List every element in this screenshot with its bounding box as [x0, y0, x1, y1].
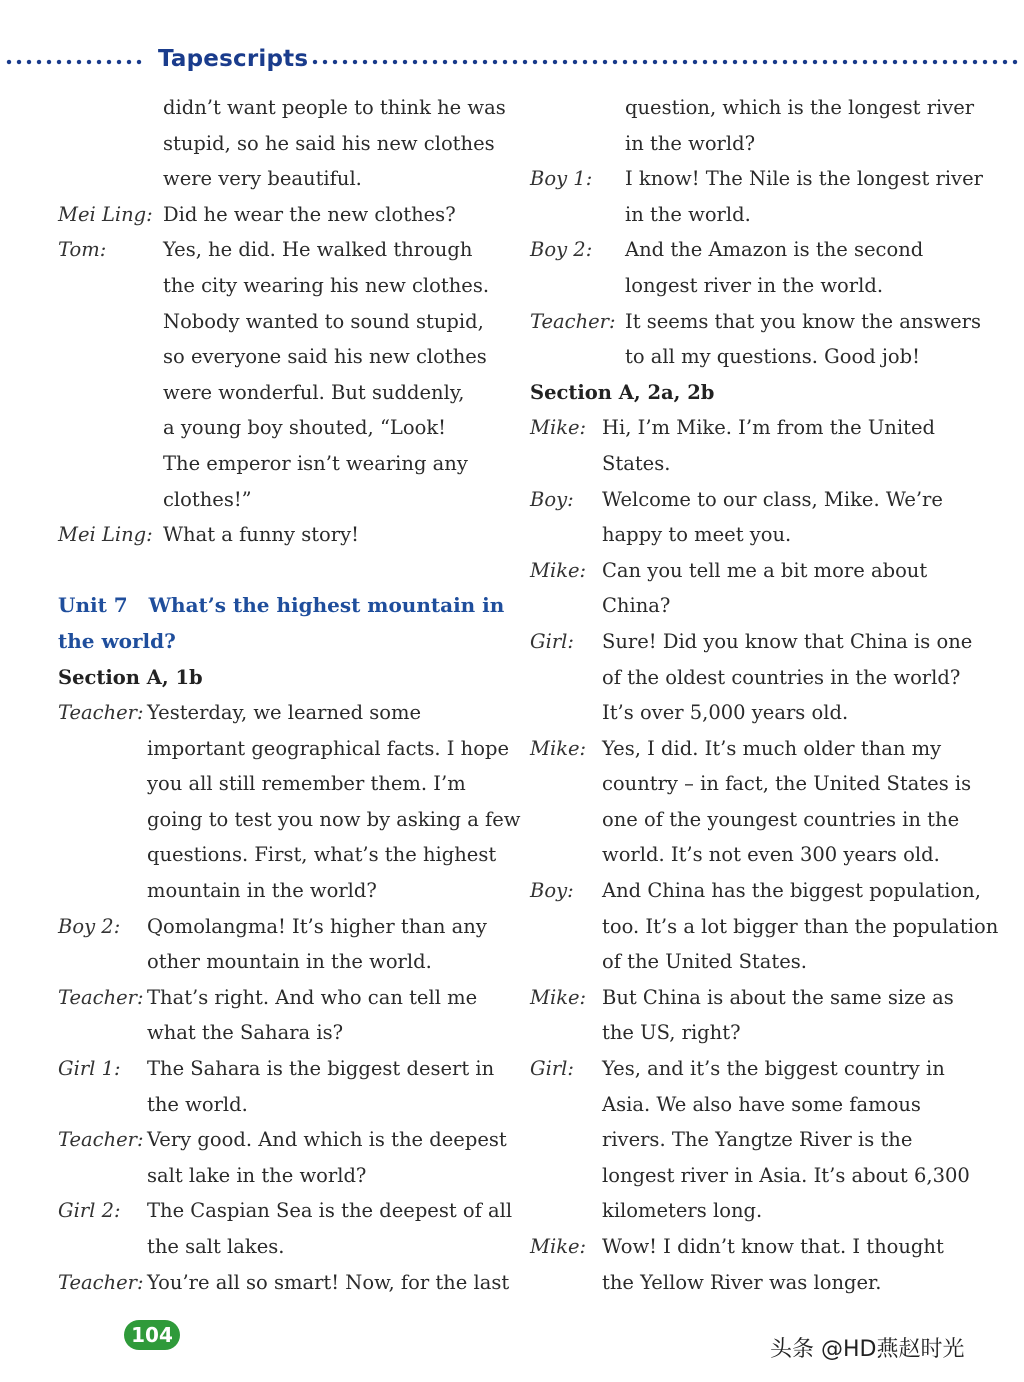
watermark: 头条 @HD燕赵时光: [770, 1337, 965, 1362]
text-line: so everyone said his new clothes: [163, 345, 487, 369]
text-line: one of the youngest countries in the: [602, 807, 960, 831]
dialogue-turn: [58, 197, 498, 233]
dialogue-turn: [530, 980, 970, 1051]
text-line: of the United States.: [602, 950, 807, 974]
text-line: And the Amazon is the second: [625, 238, 924, 262]
text-line: country – in fact, the United States is: [602, 772, 972, 796]
speaker-label: Boy 1:: [530, 167, 593, 191]
text-line: The emperor isn’t wearing any: [163, 451, 468, 475]
text-line: a young boy shouted, “Look!: [163, 416, 446, 440]
text-line: Yes, I did. It’s much older than my: [602, 736, 942, 760]
text-line: Yesterday, we learned some: [147, 701, 422, 725]
text-line: the world.: [147, 1092, 248, 1116]
speaker-label: Mike:: [530, 736, 587, 760]
speaker-label: Girl 2:: [58, 1199, 121, 1223]
speaker-label: Girl:: [530, 1057, 574, 1081]
text-line: rivers. The Yangtze River is the: [602, 1128, 913, 1152]
speaker-label: Boy:: [530, 879, 574, 903]
dialogue-turn: [530, 482, 970, 553]
text-line: the US, right?: [602, 1021, 741, 1045]
text-line: the city wearing his new clothes.: [163, 273, 490, 297]
text-line: Can you tell me a bit more about: [602, 558, 928, 582]
text-line: States.: [602, 451, 671, 475]
section-heading: Section A, 2a, 2b: [530, 380, 715, 404]
text-line: Sure! Did you know that China is one: [602, 629, 973, 653]
text-line: you all still remember them. I’m: [147, 772, 466, 796]
utterance: [625, 161, 983, 232]
header-dots-right: [310, 59, 1022, 65]
text-line: stupid, so he said his new clothes: [163, 131, 495, 155]
text-line: questions. First, what’s the highest: [147, 843, 497, 867]
text-line: were wonderful. But suddenly,: [163, 380, 465, 404]
utterance: [602, 482, 970, 553]
text-line: But China is about the same size as: [602, 985, 954, 1009]
page-header: [0, 44, 1024, 80]
dialogue-turn: [58, 909, 498, 980]
text-line: longest river in Asia. It’s about 6,300: [602, 1163, 970, 1187]
utterance: [147, 980, 498, 1051]
text-line: Yes, and it’s the biggest country in: [602, 1057, 945, 1081]
dialogue-turn: [530, 410, 970, 481]
left-column: [58, 90, 521, 1300]
dialogue-turn: [530, 553, 970, 624]
unit-title: What’s the highest mountain in: [148, 593, 505, 618]
dialogue-turn: [530, 304, 981, 375]
text-line: in the world?: [625, 131, 756, 155]
dialogue-turn: [530, 1229, 970, 1300]
text-line: Welcome to our class, Mike. We’re: [602, 487, 943, 511]
text-line: Very good. And which is the deepest: [147, 1128, 507, 1152]
utterance: [163, 232, 498, 517]
text-line: didn’t want people to think he was: [163, 96, 506, 119]
text-line: to all my questions. Good job!: [625, 345, 920, 369]
utterance: [147, 1193, 512, 1264]
text-line: the salt lakes.: [147, 1235, 285, 1258]
text-line: world. It’s not even 300 years old.: [602, 843, 940, 867]
text-line: question, which is the longest river: [625, 96, 975, 119]
utterance: [602, 624, 972, 731]
right-column: [530, 90, 999, 1300]
text-line: The Caspian Sea is the deepest of all: [147, 1199, 513, 1223]
utterance: [602, 731, 971, 873]
text-line: Did he wear the new clothes?: [163, 202, 456, 226]
speaker-label: Boy 2:: [530, 238, 593, 262]
speaker-label: Mike:: [530, 985, 587, 1009]
text-line: the Yellow River was longer.: [602, 1270, 882, 1294]
utterance: [602, 873, 998, 980]
speaker-label: Teacher:: [58, 1270, 144, 1294]
text-line: You’re all so smart! Now, for the last: [147, 1270, 510, 1294]
unit-heading: [58, 588, 505, 624]
utterance: [625, 232, 970, 303]
text-line: longest river in the world.: [625, 273, 884, 297]
text-line: clothes!”: [163, 487, 252, 511]
speaker-label: Girl:: [530, 629, 574, 653]
utterance: [147, 1051, 498, 1122]
utterance: [625, 304, 981, 375]
speaker-label: Teacher:: [58, 701, 144, 725]
header-dots-left: [4, 59, 144, 65]
dialogue-turn: [530, 873, 999, 980]
dialogue-turn: [530, 161, 983, 232]
utterance: [147, 1265, 509, 1301]
speaker-label: Girl 1:: [58, 1057, 121, 1081]
utterance: [147, 909, 498, 980]
text-line: important geographical facts. I hope: [147, 736, 510, 760]
speaker-label: Teacher:: [58, 1128, 144, 1152]
dialogue-turn: [530, 1051, 970, 1229]
text-line: It’s over 5,000 years old.: [602, 701, 849, 725]
speaker-label: Tom:: [58, 238, 107, 262]
speaker-label: Mei Ling:: [58, 202, 153, 226]
text-line: Asia. We also have some famous: [602, 1092, 921, 1116]
text-line: China?: [602, 594, 671, 618]
text-line: salt lake in the world?: [147, 1163, 367, 1187]
speaker-label: Mike:: [530, 416, 587, 440]
header-title: Tapescripts: [158, 46, 309, 72]
dialogue-turn: [58, 1193, 513, 1264]
right-continuation: [530, 90, 975, 161]
dialogue-turn: [58, 980, 498, 1051]
text-line: Hi, I’m Mike. I’m from the United: [602, 416, 935, 440]
text-line: going to test you now by asking a few: [147, 807, 521, 831]
text-line: of the oldest countries in the world?: [602, 665, 961, 689]
dialogue-turn: [530, 232, 970, 303]
text-line: other mountain in the world.: [147, 950, 432, 974]
unit-title-continued: the world?: [58, 628, 176, 653]
utterance: [602, 1229, 970, 1300]
section-heading: Section A, 1b: [58, 665, 203, 689]
utterance: [163, 517, 498, 553]
dialogue-turn: [58, 517, 498, 553]
text-line: were very beautiful.: [163, 167, 362, 191]
text-line: in the world.: [625, 202, 751, 226]
text-line: The Sahara is the biggest desert in: [147, 1057, 495, 1081]
dialogue-turn: [530, 731, 970, 873]
text-line: It seems that you know the answers: [625, 309, 981, 333]
dialogue-turn: [58, 1265, 510, 1301]
utterance: [147, 1122, 507, 1193]
speaker-label: Teacher:: [530, 309, 616, 333]
unit-number: Unit 7: [58, 593, 128, 618]
text-line: That’s right. And who can tell me: [147, 985, 478, 1009]
utterance: [602, 980, 970, 1051]
utterance: [602, 1051, 970, 1229]
speaker-label: Boy:: [530, 487, 574, 511]
utterance: [163, 197, 498, 233]
dialogue-turn: [58, 1051, 498, 1122]
utterance: [147, 695, 521, 909]
text-line: kilometers long.: [602, 1199, 763, 1223]
text-line: happy to meet you.: [602, 523, 792, 547]
dialogue-turn: [58, 232, 498, 517]
dialogue-turn: [530, 624, 973, 731]
left-continuation: [58, 90, 506, 197]
speaker-label: Teacher:: [58, 985, 144, 1009]
text-line: too. It’s a lot bigger than the population: [602, 914, 999, 938]
text-line: mountain in the world?: [147, 879, 377, 903]
text-line: What a funny story!: [163, 523, 359, 547]
text-line: Yes, he did. He walked through: [163, 238, 473, 262]
speaker-label: Mike:: [530, 558, 587, 582]
text-line: what the Sahara is?: [147, 1021, 344, 1045]
text-line: I know! The Nile is the longest river: [625, 167, 983, 191]
utterance: [602, 410, 970, 481]
utterance: [602, 553, 970, 624]
page-number-badge: 104: [124, 1320, 180, 1350]
speaker-label: Mei Ling:: [58, 523, 153, 547]
dialogue-turn: [58, 695, 521, 909]
text-line: Wow! I didn’t know that. I thought: [602, 1235, 944, 1258]
speaker-label: Boy 2:: [58, 914, 121, 938]
text-line: Qomolangma! It’s higher than any: [147, 914, 487, 938]
spacer: [58, 553, 498, 589]
speaker-label: Mike:: [530, 1235, 587, 1258]
text-line: Nobody wanted to sound stupid,: [163, 309, 484, 333]
text-line: And China has the biggest population,: [602, 879, 981, 903]
dialogue-turn: [58, 1122, 507, 1193]
